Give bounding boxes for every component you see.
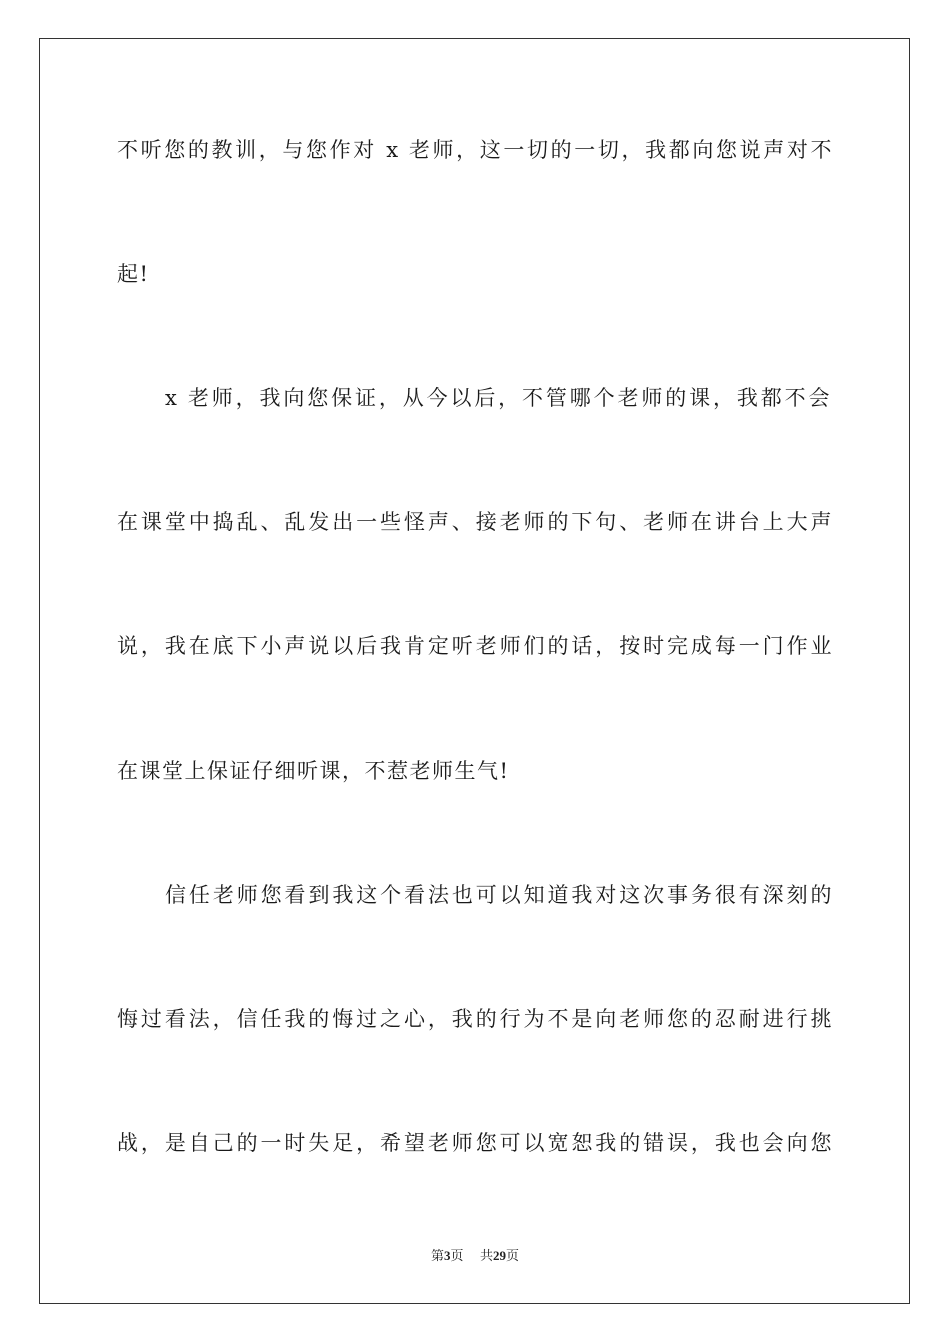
footer-total-suffix: 页 (506, 1249, 520, 1264)
text-line-6: 在课堂上保证仔细听课，不惹老师生气! (117, 759, 510, 783)
footer-total-pages: 29 (493, 1248, 507, 1263)
page-frame (39, 38, 910, 1304)
text-line-3: x 老师，我向您保证，从今以后，不管哪个老师的课，我都不会 (165, 386, 831, 410)
footer-page-prefix: 第 (430, 1249, 444, 1264)
text-line-1: 不听您的教训，与您作对 x 老师，这一切的一切，我都向您说声对不 (117, 138, 833, 162)
text-line-4: 在课堂中捣乱、乱发出一些怪声、接老师的下句、老师在讲台上大声 (117, 510, 833, 534)
footer-total-prefix: 共 (480, 1249, 494, 1264)
text-line-7: 信任老师您看到我这个看法也可以知道我对这次事务很有深刻的 (165, 883, 833, 907)
footer-page-number: 3 (443, 1248, 451, 1263)
text-line-8: 悔过看法，信任我的悔过之心，我的行为不是向老师您的忍耐进行挑 (117, 1007, 833, 1031)
page-footer (0, 1247, 950, 1266)
footer-page-suffix: 页 (450, 1249, 464, 1264)
text-line-2: 起! (117, 262, 150, 286)
text-line-9: 战，是自己的一时失足，希望老师您可以宽恕我的错误，我也会向您 (117, 1131, 833, 1155)
text-line-5: 说，我在底下小声说以后我肯定听老师们的话，按时完成每一门作业 (117, 634, 833, 658)
